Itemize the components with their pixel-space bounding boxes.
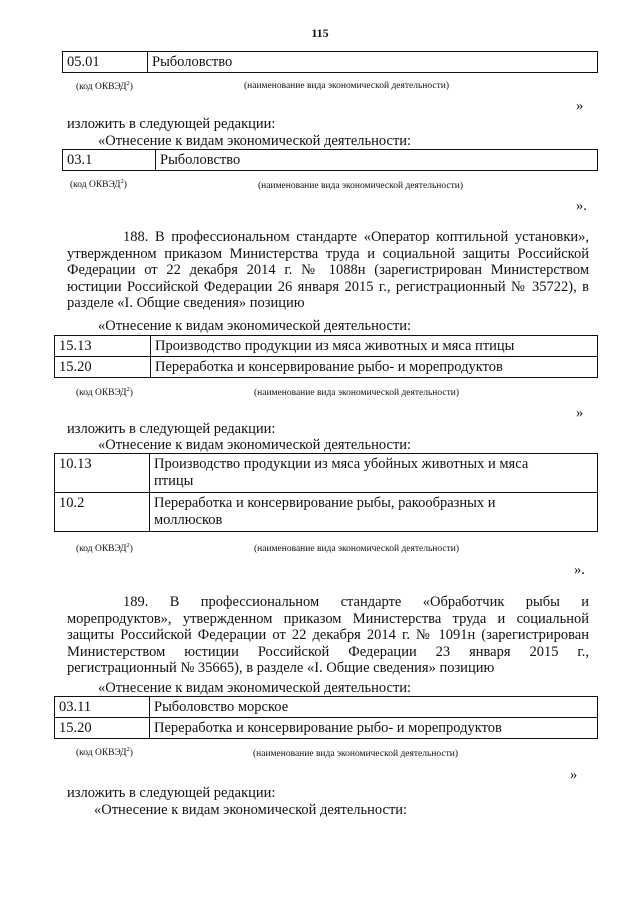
closing-quote: » (570, 767, 578, 783)
table-row (55, 454, 598, 493)
activity-name-caption: (наименование вида экономической деятельности) (258, 181, 463, 191)
okved-code-caption: (код ОКВЭД$^2$) (76, 746, 133, 759)
okved-code-cell: 10.13 (55, 454, 150, 493)
okved-code-caption: (код ОКВЭД$^2$) (76, 542, 133, 555)
table-row (55, 336, 598, 357)
activity-name-cell: Производство продукции из мяса убойных животных и мяса птицы (150, 454, 598, 493)
okved-table-old-188 (54, 335, 598, 378)
okved-table-old-1 (62, 51, 598, 73)
replace-instruction: изложить в следующей редакции: (67, 785, 276, 801)
activity-name-cell: Рыболовство морское (150, 697, 598, 718)
paragraph-189: 189. В профессиональном стандарте «Обработчик рыбы и морепродуктов», утвержденном приказом Министерства труда и социальной защиты Российской Федерации от 22 декабря 2014 г. № 1091н (зарегистрирован Министерством юстиции Российской Федерации 23 января 2015 г., регистрационный № 35665), в разделе «I. Общие сведения» позицию (67, 594, 589, 676)
table-row (55, 718, 598, 739)
activity-name-cell: Переработка и консервирование рыбо- и морепродуктов (151, 357, 598, 378)
activity-name-cell: Переработка и консервирование рыбы, ракообразных и моллюсков (150, 493, 598, 532)
closing-quote: ». (574, 562, 585, 578)
table-row (55, 697, 598, 718)
activity-name-cell: Рыболовство (148, 52, 598, 73)
section-heading: «Отнесение к видам экономической деятельности: (94, 802, 408, 818)
section-heading: «Отнесение к видам экономической деятельности: (98, 133, 412, 149)
activity-name-cell: Переработка и консервирование рыбо- и морепродуктов (150, 718, 598, 739)
activity-name-cell: Рыболовство (156, 150, 598, 171)
okved-code-caption: (код ОКВЭД$^2$) (76, 386, 133, 399)
table-row (63, 52, 598, 73)
page-number: 115 (311, 26, 329, 40)
closing-quote: » (576, 98, 584, 114)
okved-table-old-189 (54, 696, 598, 739)
okved-code-cell: 15.13 (55, 336, 151, 357)
okved-code-cell: 03.11 (55, 697, 150, 718)
closing-quote: » (576, 405, 584, 421)
activity-name-caption: (наименование вида экономической деятельности) (253, 749, 458, 759)
activity-name-caption: (наименование вида экономической деятельности) (244, 81, 449, 91)
okved-code-cell: 05.01 (63, 52, 148, 73)
section-heading: «Отнесение к видам экономической деятельности: (98, 318, 412, 334)
okved-code-cell: 03.1 (63, 150, 156, 171)
okved-code-caption: (код ОКВЭД$^2$) (76, 80, 133, 93)
table-row (55, 357, 598, 378)
paragraph-188: 188. В профессиональном стандарте «Оператор коптильной установки», утвержденном приказом Министерства труда и социальной защиты Российской Федерации от 22 декабря 2014 г. № 1088н (зарегистрирован Министерством юстиции Российской Федерации 26 января 2015 г., регистрационный № 35722), в разделе «I. Общие сведения» позицию (67, 229, 589, 311)
replace-instruction: изложить в следующей редакции: (67, 116, 276, 132)
okved-code-cell: 15.20 (55, 357, 151, 378)
activity-name-caption: (наименование вида экономической деятельности) (254, 544, 459, 554)
okved-code-cell: 10.2 (55, 493, 150, 532)
replace-instruction: изложить в следующей редакции: (67, 421, 276, 437)
okved-code-caption: (код ОКВЭД$^2$) (70, 178, 127, 191)
okved-code-cell: 15.20 (55, 718, 150, 739)
section-heading: «Отнесение к видам экономической деятельности: (98, 680, 412, 696)
okved-table-new-1 (62, 149, 598, 171)
activity-name-caption: (наименование вида экономической деятельности) (254, 388, 459, 398)
table-row (63, 150, 598, 171)
okved-table-new-188 (54, 453, 598, 532)
closing-quote: ». (576, 198, 587, 214)
section-heading: «Отнесение к видам экономической деятельности: (98, 437, 412, 453)
activity-name-cell: Производство продукции из мяса животных и мяса птицы (151, 336, 598, 357)
table-row (55, 493, 598, 532)
